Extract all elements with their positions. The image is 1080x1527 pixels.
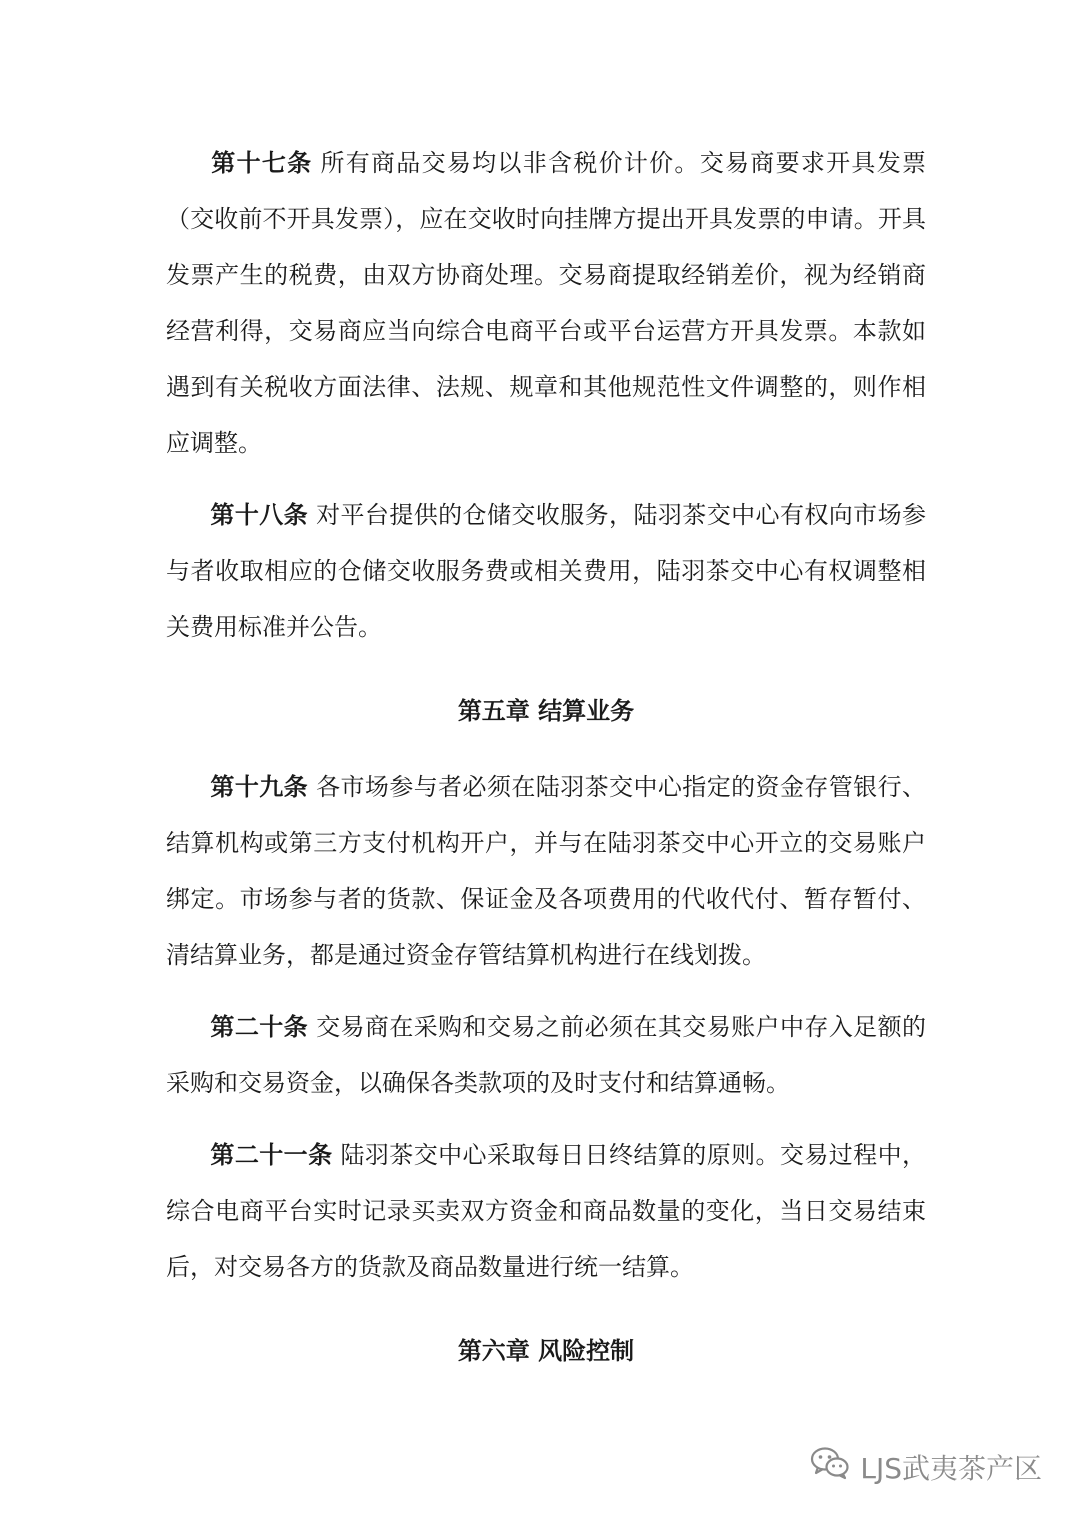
article-17: [166, 135, 926, 471]
article-20: [166, 999, 926, 1111]
watermark-text: LJS武夷茶产区: [860, 1451, 1042, 1485]
article-text: 所有商品交易均以非含税价计价。交易商要求开具发票（交收前不开具发票），应在交收时向挂牌方提出开具发票的申请。开具发票产生的税费，由双方协商处理。交易商提取经销差价，视为经销商经营利得，交易商应当向综合电商平台或平台运营方开具发票。本款如遇到有关税收方面法律、法规、规章和其他规范性文件调整的，则作相应调整。: [166, 149, 927, 457]
article-text: 交易商在采购和交易之前必须在其交易账户中存入足额的采购和交易资金，以确保各类款项的及时支付和结算通畅。: [166, 1013, 927, 1097]
chapter-heading-6: 第六章 风险控制: [457, 1336, 635, 1365]
article-title: 第十八条: [210, 500, 309, 529]
watermark: [810, 1446, 1042, 1487]
article-19: [166, 759, 926, 983]
wechat-icon: [810, 1446, 850, 1487]
article-title: 第十九条: [210, 772, 309, 801]
article-text: 对平台提供的仓储交收服务，陆羽茶交中心有权向市场参与者收取相应的仓储交收服务费或相关费用，陆羽茶交中心有权调整相关费用标准并公告。: [166, 501, 927, 641]
article-title: 第二十一条: [210, 1140, 333, 1169]
article-21: [166, 1127, 926, 1295]
article-text: 陆羽茶交中心采取每日日终结算的原则。交易过程中，综合电商平台实时记录买卖双方资金和商品数量的变化，当日交易结束后，对交易各方的货款及商品数量进行统一结算。: [166, 1141, 926, 1281]
article-text: 各市场参与者必须在陆羽茶交中心指定的资金存管银行、结算机构或第三方支付机构开户，并与在陆羽茶交中心开立的交易账户绑定。市场参与者的货款、保证金及各项费用的代收代付、暂存暂付、清结算业务，都是通过资金存管结算机构进行在线划拨。: [166, 773, 927, 969]
article-18: [166, 487, 926, 655]
article-title: 第十七条: [210, 148, 313, 177]
document-page: [166, 135, 926, 1399]
article-title: 第二十条: [210, 1012, 309, 1041]
chapter-heading-5: 第五章 结算业务: [457, 696, 635, 725]
